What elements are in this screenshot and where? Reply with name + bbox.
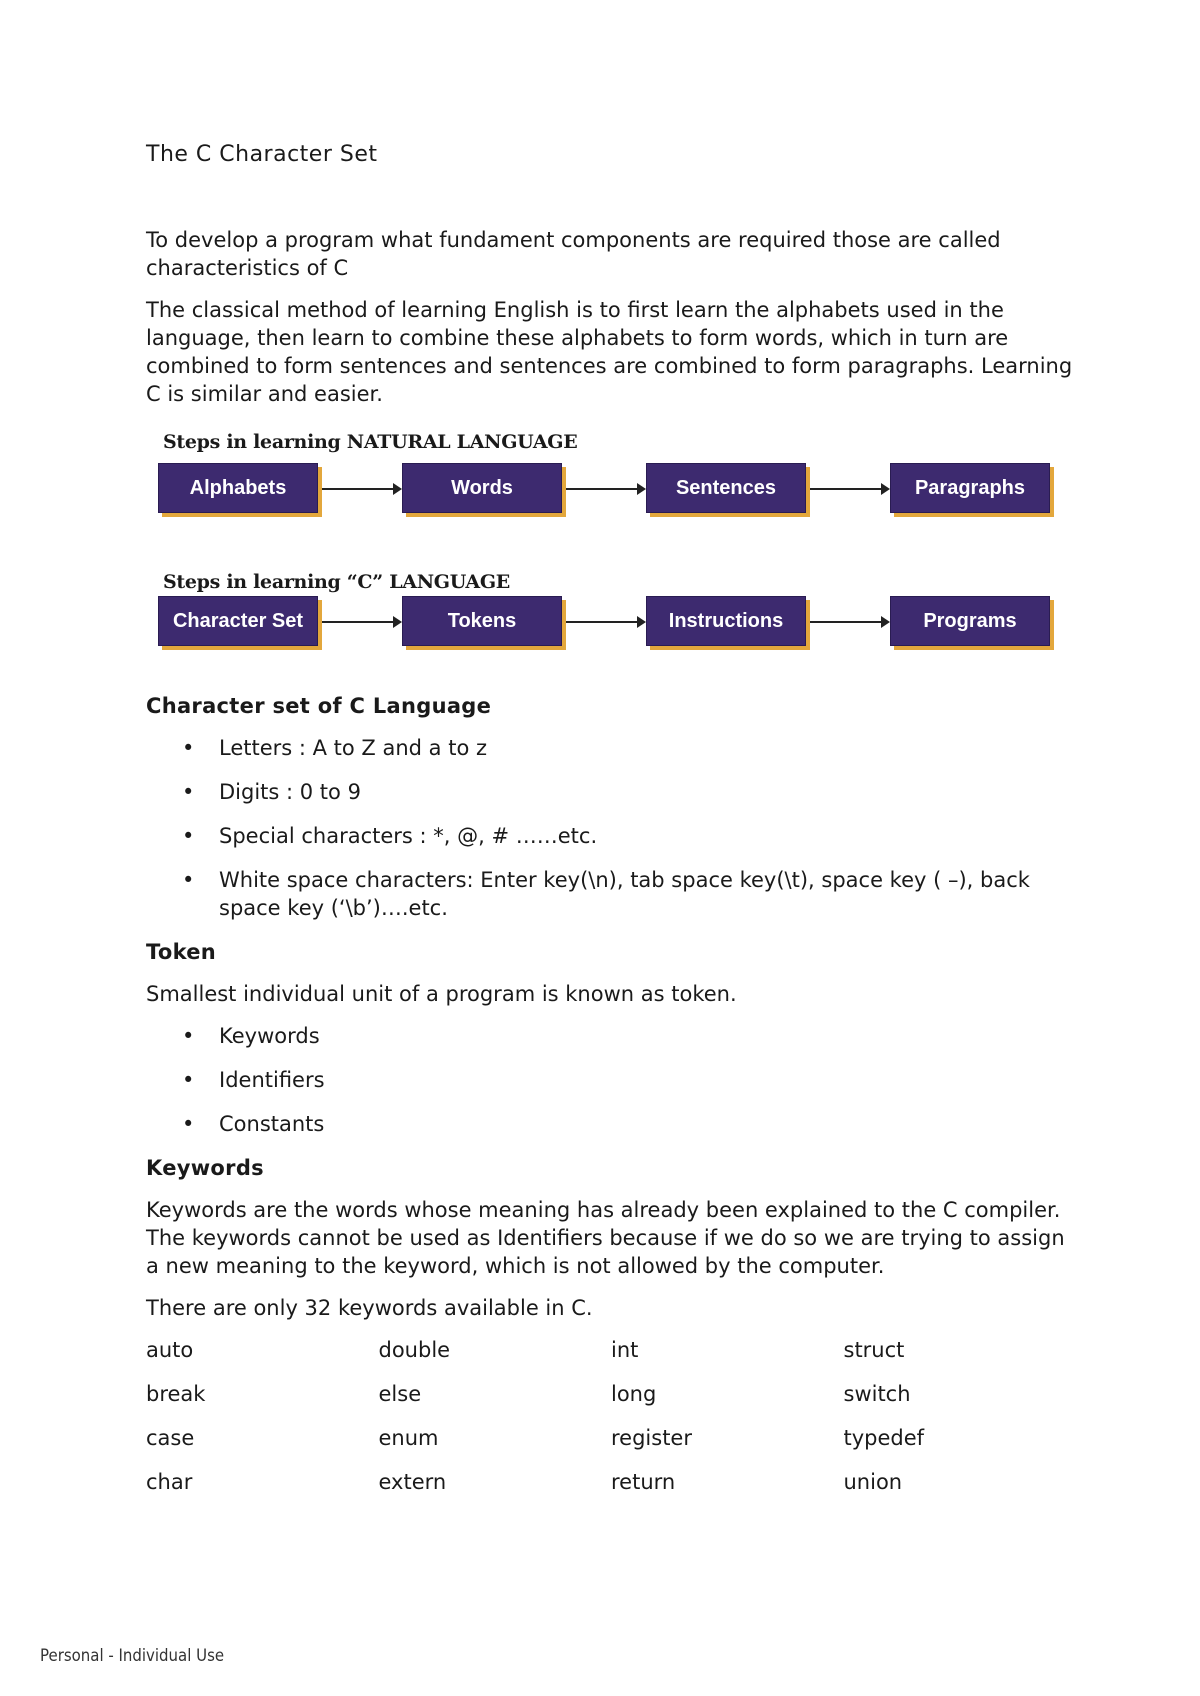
arrow-4 <box>322 621 400 623</box>
table-cell: double <box>378 1338 451 1362</box>
list-item: • Constants <box>182 1112 325 1136</box>
table-cell: switch <box>843 1382 911 1406</box>
table-cell: long <box>611 1382 657 1406</box>
charset-heading: Character set of C Language <box>146 694 492 718</box>
arrow-1 <box>322 488 400 490</box>
step-box-tokens: Tokens <box>402 596 562 646</box>
token-paragraph: Smallest individual unit of a program is known as token. <box>146 982 737 1006</box>
table-cell: register <box>611 1426 692 1450</box>
keywords-heading: Keywords <box>146 1156 264 1180</box>
bullet-icon: • <box>182 824 195 848</box>
step-box-instructions: Instructions <box>646 596 806 646</box>
document-body <box>146 140 1076 1512</box>
bullet-icon: • <box>182 780 195 804</box>
learning-steps-diagram <box>146 422 1076 684</box>
token-heading: Token <box>146 940 217 964</box>
table-cell: else <box>378 1382 422 1406</box>
c-language-title: Steps in learning “C” LANGUAGE <box>163 571 510 593</box>
table-cell: auto <box>146 1338 194 1362</box>
table-cell: int <box>611 1338 639 1362</box>
arrow-6 <box>810 621 888 623</box>
table-cell: extern <box>378 1470 447 1494</box>
token-list <box>146 1022 1076 1138</box>
step-box-paragraphs: Paragraphs <box>890 463 1050 513</box>
table-cell: break <box>146 1382 206 1406</box>
table-row <box>146 1468 1076 1512</box>
step-box-sentences: Sentences <box>646 463 806 513</box>
table-row <box>146 1424 1076 1468</box>
arrow-3 <box>810 488 888 490</box>
table-cell: struct <box>843 1338 905 1362</box>
classical-paragraph: The classical method of learning English is to first learn the alphabets used in the language, then learn to combine these alphabets to form words, which in turn are combined to form sentences and sentences are combined to form paragraphs. Learning C is similar and easier. <box>146 298 1073 406</box>
list-item: • Digits : 0 to 9 <box>182 780 361 804</box>
arrow-5 <box>566 621 644 623</box>
step-box-programs: Programs <box>890 596 1050 646</box>
table-row <box>146 1336 1076 1380</box>
step-box-alphabets: Alphabets <box>158 463 318 513</box>
bullet-icon: • <box>182 1112 195 1136</box>
natural-language-title: Steps in learning NATURAL LANGUAGE <box>163 431 578 453</box>
bullet-icon: • <box>182 1068 195 1092</box>
table-cell: case <box>146 1426 195 1450</box>
step-box-character-set: Character Set <box>158 596 318 646</box>
bullet-icon: • <box>182 1024 195 1048</box>
list-item: • White space characters: Enter key(\n), tab space key(\t), space key ( –), back space key (‘\b’)….etc. <box>182 868 1030 920</box>
step-box-words: Words <box>402 463 562 513</box>
list-item: • Special characters : *, @, # ……etc. <box>182 824 598 848</box>
table-cell: return <box>611 1470 676 1494</box>
keywords-table <box>146 1336 1076 1512</box>
charset-list <box>146 734 1076 922</box>
keywords-paragraph: Keywords are the words whose meaning has already been explained to the C compiler. The keywords cannot be used as Identifiers because if we do so we are trying to assign a new meaning to the keyword, which is not allowed by the computer. <box>146 1198 1065 1278</box>
list-item: • Letters : A to Z and a to z <box>182 736 488 760</box>
page-title: The C Character Set <box>146 142 378 167</box>
bullet-icon: • <box>182 736 195 760</box>
table-cell: typedef <box>843 1426 925 1450</box>
list-item: • Identifiers <box>182 1068 325 1092</box>
intro-paragraph: To develop a program what fundament components are required those are called characteristics of C <box>146 228 1001 280</box>
list-item: • Keywords <box>182 1024 320 1048</box>
table-row <box>146 1380 1076 1424</box>
keywords-count: There are only 32 keywords available in C. <box>146 1296 593 1320</box>
table-cell: union <box>843 1470 903 1494</box>
bullet-icon: • <box>182 868 195 892</box>
table-cell: enum <box>378 1426 439 1450</box>
table-cell: char <box>146 1470 193 1494</box>
arrow-2 <box>566 488 644 490</box>
footer-label: Personal - Individual Use <box>40 1646 225 1666</box>
